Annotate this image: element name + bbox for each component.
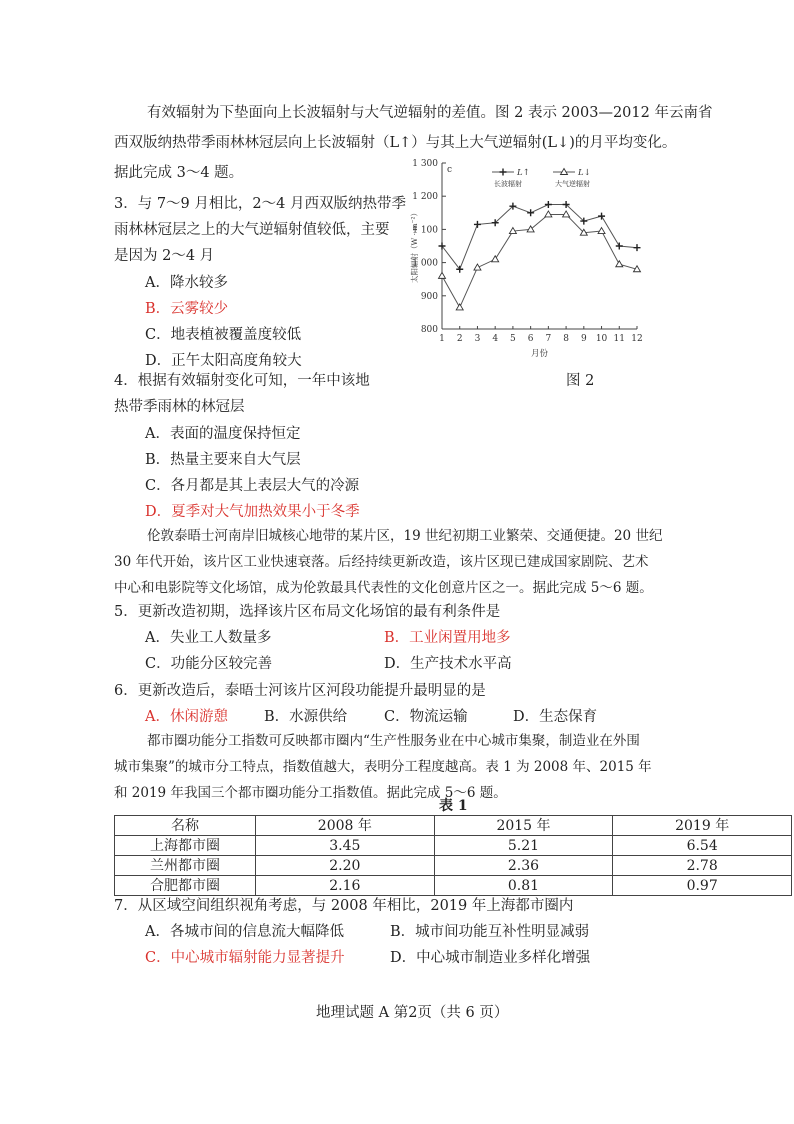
y-tick-label: 1 200 <box>412 192 438 203</box>
table-row <box>115 856 792 876</box>
table-1-caption: 表 1 <box>439 798 468 814</box>
data-point-lup <box>527 209 534 216</box>
table-cell: 2.78 <box>613 856 792 876</box>
legend-sublabel-1: 长波辐射 <box>494 180 522 188</box>
data-point-ldown <box>598 228 605 234</box>
q3-stem-3: 是因为 2～4 月 <box>114 248 215 264</box>
figure-2-chart <box>405 155 645 367</box>
passage3-line-3: 和 2019 年我国三个都市圈功能分工指数值。据此完成 5～6 题。 <box>114 785 507 801</box>
page-footer: 地理试题 A 第2页（共 6 页） <box>316 1005 509 1021</box>
table-header-2008: 2008 年 <box>256 816 435 836</box>
q6-option-b: B．水源供给 <box>264 709 348 725</box>
data-point-ldown <box>474 264 481 270</box>
table-cell: 0.81 <box>434 876 613 896</box>
table-header-row <box>115 816 792 836</box>
x-tick-label: 11 <box>613 334 625 344</box>
series-line-1 <box>442 205 637 270</box>
q4-option-c: C．各月都是其上表层大气的冷源 <box>145 478 360 494</box>
figure-2-caption: 图 2 <box>566 373 595 389</box>
data-point-ldown <box>563 211 570 217</box>
x-tick-label: 5 <box>510 334 516 344</box>
table-row <box>115 836 792 856</box>
table-cell: 2.16 <box>256 876 435 896</box>
table-row <box>115 876 792 896</box>
q4-option-d-answer: D．夏季对大气加热效果小于冬季 <box>145 504 360 520</box>
data-point-ldown <box>456 304 463 310</box>
series-line-2 <box>442 214 637 307</box>
table-header-2019: 2019 年 <box>613 816 792 836</box>
q7-option-d: D．中心城市制造业多样化增强 <box>390 950 591 966</box>
q7-option-c-answer: C．中心城市辐射能力显著提升 <box>145 950 345 966</box>
data-point-lup <box>545 201 552 208</box>
x-tick-label: 4 <box>492 334 499 344</box>
q7-option-b: B．城市间功能互补性明显减弱 <box>390 924 590 940</box>
data-point-lup <box>474 221 481 228</box>
y-tick-label: 900 <box>420 291 438 302</box>
q5-stem: 5．更新改造初期，选择该片区布局文化场馆的最有利条件是 <box>114 604 501 620</box>
x-tick-label: 12 <box>631 334 643 344</box>
data-point-lup <box>598 213 605 220</box>
q3-option-b-answer: B．云雾较少 <box>145 301 229 317</box>
passage3-line-2: 城市集聚”的城市分工特点，指数值越大，表明分工程度越高。表 1 为 2008 年、2015 年 <box>114 759 652 775</box>
y-tick-label: 800 <box>420 325 438 335</box>
x-tick-label: 7 <box>545 334 552 344</box>
x-tick-label: 9 <box>580 334 587 344</box>
table-cell: 上海都市圈 <box>115 836 256 856</box>
table-cell: 3.45 <box>256 836 435 856</box>
q3-option-d: D．正午太阳高度角较大 <box>145 353 302 369</box>
legend-label-2: L↓ <box>578 168 591 178</box>
table-cell: 2.20 <box>256 856 435 876</box>
legend-label-1: L↑ <box>517 168 530 178</box>
x-tick-label: 1 <box>439 334 445 344</box>
q4-stem-2: 热带季雨林的林冠层 <box>114 399 245 415</box>
table-cell: 6.54 <box>613 836 792 856</box>
q7-option-a: A．各城市间的信息流大幅降低 <box>145 924 344 940</box>
y-tick-label: 1 300 <box>412 159 438 169</box>
data-point-lup <box>616 243 623 250</box>
table-cell: 合肥都市圈 <box>115 876 256 896</box>
x-tick-label: 6 <box>527 334 534 344</box>
q4-option-a: A．表面的温度保持恒定 <box>145 426 301 442</box>
legend-marker-plus <box>500 169 507 176</box>
passage2-line-3: 中心和电影院等文化场馆，成为伦敦最具代表性的文化创意片区之一。据此完成 5～6 题。 <box>114 580 653 596</box>
intro-line-3: 据此完成 3～4 题。 <box>114 165 244 181</box>
table-header-2015: 2015 年 <box>434 816 613 836</box>
data-point-ldown <box>616 261 623 267</box>
table-header-name: 名称 <box>115 816 256 836</box>
q6-option-a-answer: A．休闲游憩 <box>145 709 228 725</box>
data-point-ldown <box>545 211 552 217</box>
table-cell: 5.21 <box>434 836 613 856</box>
passage3-line-1: 都市圈功能分工指数可反映都市圈内“生产性服务业在中心城市集聚，制造业在外围 <box>147 733 640 749</box>
q6-option-c: C．物流运输 <box>384 709 468 725</box>
table-cell: 2.36 <box>434 856 613 876</box>
intro-line-2: 西双版纳热带季雨林林冠层向上长波辐射（L↑）与其上大气逆辐射(L↓)的月平均变化。 <box>114 135 677 151</box>
q4-option-b: B．热量主要来自大气层 <box>145 452 301 468</box>
x-tick-label: 3 <box>474 334 481 344</box>
data-point-ldown <box>492 256 499 262</box>
q6-option-d: D．生态保育 <box>513 709 598 725</box>
q6-stem: 6．更新改造后，泰晤士河该片区河段功能提升最明显的是 <box>114 683 486 699</box>
y-tick-label: 1 100 <box>412 225 438 236</box>
x-tick-label: 2 <box>456 334 463 344</box>
y-axis-label: 太阳辐射（W · m⁻²） <box>410 209 419 283</box>
panel-label: c <box>447 165 453 175</box>
passage2-line-1: 伦敦泰晤士河南岸旧城核心地带的某片区，19 世纪初期工业繁荣、交通便捷。20 世纪 <box>147 528 663 544</box>
intro-line-1: 有效辐射为下垫面向上长波辐射与大气逆辐射的差值。图 2 表示 2003—2012 年云南省 <box>147 105 713 121</box>
table-1 <box>114 815 792 896</box>
q3-stem-1: 3．与 7～9 月相比，2～4 月西双版纳热带季 <box>114 196 406 212</box>
x-tick-label: 8 <box>563 334 569 344</box>
table-cell: 0.97 <box>613 876 792 896</box>
x-axis-label: 月份 <box>530 349 549 359</box>
y-tick-label: 1 000 <box>412 258 438 269</box>
q5-option-a: A．失业工人数量多 <box>145 630 272 646</box>
q5-option-b-answer: B．工业闲置用地多 <box>384 630 511 646</box>
q3-option-c: C．地表植被覆盖度较低 <box>145 327 302 343</box>
legend-sublabel-2: 大气逆辐射 <box>555 180 590 188</box>
q5-option-d: D．生产技术水平高 <box>384 656 512 672</box>
q4-stem-1: 4．根据有效辐射变化可知，一年中该地 <box>114 373 370 389</box>
q5-option-c: C．功能分区较完善 <box>145 656 273 672</box>
x-tick-label: 10 <box>595 334 608 344</box>
data-point-ldown <box>439 272 446 278</box>
passage2-line-2: 30 年代开始，该片区工业快速衰落。后经持续更新改造，该片区现已建成国家剧院、艺术 <box>114 554 649 570</box>
table-cell: 兰州都市圈 <box>115 856 256 876</box>
data-point-lup <box>634 244 641 251</box>
q3-stem-2: 雨林林冠层之上的大气逆辐射值较低，主要 <box>114 222 390 238</box>
q3-option-a: A．降水较多 <box>145 275 228 291</box>
q7-stem: 7．从区域空间组织视角考虑，与 2008 年相比，2019 年上海都市圈内 <box>114 898 574 914</box>
